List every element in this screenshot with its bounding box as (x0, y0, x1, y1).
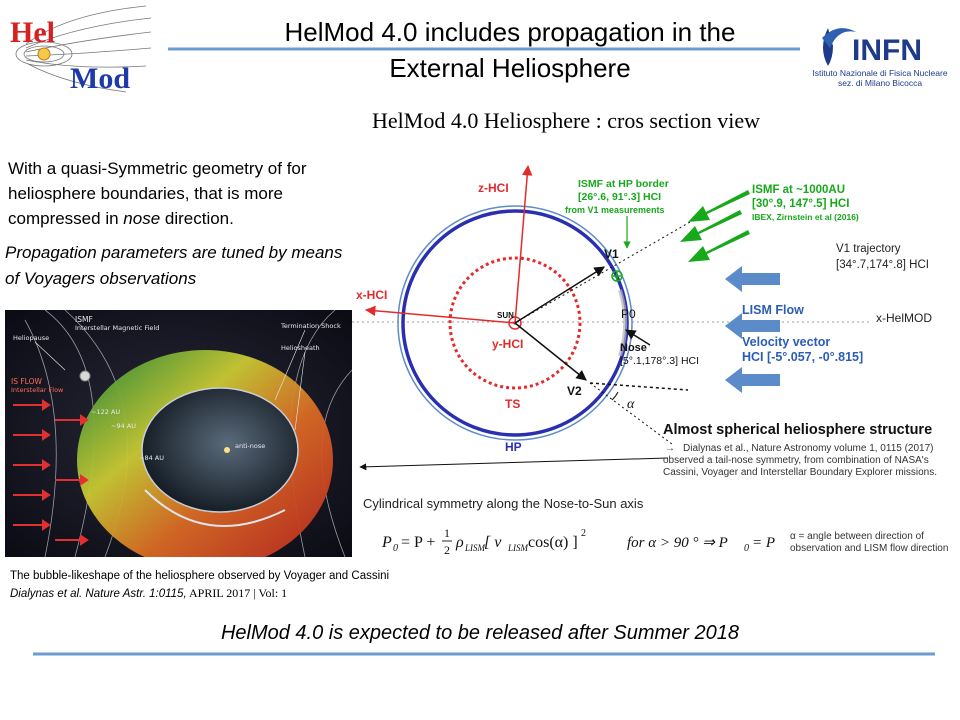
label-v1: V1 (604, 247, 619, 261)
release-note: HelMod 4.0 is expected to be released after Summer 2018 (220, 622, 740, 644)
formula-eq: = P + (401, 534, 436, 551)
logo-mod-text: Mod (70, 62, 130, 95)
label-z-hci: z-HCI (478, 181, 509, 195)
formula-lhs-sub: 0 (393, 543, 398, 554)
infn-line-2: sez. di Milano Bicocca (837, 78, 923, 88)
image-caption-line-1: The bubble-likeshape of the heliosphere observed by Voyager and Cassini (10, 570, 390, 582)
label-x-hci: x-HCI (356, 288, 388, 302)
formula-rho-sub: LISM (465, 543, 485, 553)
title-line-2: External Heliosphere (389, 53, 631, 83)
formula-lhs: P (382, 534, 392, 551)
x-hci-axis (366, 310, 515, 323)
label-x-helmod: x-HelMOD (876, 311, 932, 325)
infn-name: INFN (852, 34, 922, 67)
v2-trajectory-arrow (515, 323, 586, 380)
label-nose-coords: [5°.1,178°.3] HCI (620, 355, 700, 367)
ref-line-3: Cassini, Voyager and Interstellar Boundary Explorer missions. (663, 467, 938, 478)
z-hci-axis (515, 166, 528, 323)
alpha-ray (590, 383, 672, 444)
formula-square: 2 (581, 528, 586, 539)
label-v2: V2 (567, 384, 582, 398)
ismf-1000-line-1: ISMF at ~1000AU (752, 184, 845, 196)
title-line-1: HelMod 4.0 includes propagation in the (284, 17, 736, 47)
formula-cos: cos(α) ] (528, 534, 578, 551)
intro-part-nose: nose (123, 209, 161, 228)
label-84au: ~84 AU (139, 454, 164, 462)
caption-date: APRIL 2017 | Vol: 1 (186, 586, 288, 600)
label-alpha: α (627, 397, 635, 412)
label-is-flow-sub: Interstellar Flow (11, 386, 64, 394)
label-anti-nose: anti-nose (235, 442, 266, 450)
v1-trajectory-dotted (515, 222, 690, 323)
formula-rho: ρ (456, 534, 464, 551)
alpha-note-line-1: α = angle between direction of (790, 531, 924, 542)
label-termination-shock: Termination Shock (281, 322, 341, 330)
v1-traj-line-2: [34°.7,174°.8] HCI (836, 259, 929, 271)
formula-cond-sub: 0 (744, 543, 749, 554)
caption-citation: Dialynas et al. Nature Astr. 1:0115, (10, 588, 187, 600)
symmetry-arrow (360, 458, 668, 467)
ismf-hp-line-1: ISMF at HP border (578, 178, 669, 190)
ref-line-1: Dialynas et al., Nature Astronomy volume 1, 0115 (2017) (683, 443, 934, 454)
ismf-1000-line-2: [30°.9, 147°.5] HCI (752, 198, 850, 210)
label-122au: ~122 AU (91, 408, 121, 416)
intro-part-3: direction. (160, 209, 234, 228)
label-heliopause: Heliopause (13, 334, 50, 342)
v1-traj-line-1: V1 trajectory (836, 243, 901, 255)
pressure-formula (381, 526, 775, 557)
formula-cond-end: = P (752, 535, 776, 551)
label-ismf: ISMF (75, 315, 93, 324)
label-sun: SUN (497, 311, 514, 320)
ismf-hp-line-3: from V1 measurements (565, 205, 665, 215)
ismf-1000-arrows (680, 190, 750, 262)
formula-bracket: [ v (484, 534, 502, 551)
params-text: Propagation parameters are tuned by means of Voyagers observations (5, 243, 343, 288)
label-94au: ~94 AU (111, 422, 136, 430)
ref-arrow: → (665, 443, 675, 454)
logo-hel-text: Hel (10, 16, 55, 49)
label-hp: HP (505, 440, 522, 454)
ref-line-2: observed a tail-nose symmetry, from combination of NASA's (663, 455, 929, 466)
label-p0: P0 (621, 307, 636, 321)
label-ismf-sub: Interstellar Magnetic Field (75, 324, 160, 332)
cylindrical-symmetry-text: Cylindrical symmetry along the Nose-to-Sun axis (363, 496, 644, 511)
label-nose: Nose (620, 342, 647, 354)
label-is-flow: IS FLOW (11, 377, 42, 386)
formula-half-den: 2 (444, 543, 450, 557)
label-heliosheath: Heliosheath (281, 344, 320, 352)
label-lism-flow: LISM Flow (742, 303, 804, 317)
lism-flow-arrows (725, 266, 780, 393)
intro-part-1: With a quasi-Symmetric geometry of for heliosphere boundaries, that is more compressed in (8, 159, 307, 228)
formula-half-num: 1 (444, 526, 450, 540)
velocity-line-1: Velocity vector (742, 335, 831, 349)
alpha-arc (612, 392, 618, 400)
velocity-line-2: HCI [-5°.057, -0°.815] (742, 350, 864, 364)
ibex-ref: IBEX, Zirnstein et al (2016) (752, 212, 859, 222)
infn-line-1: Istituto Nazionale di Fisica Nucleare (812, 68, 948, 78)
formula-condition: for α > 90 ° ⇒ P (627, 535, 728, 551)
formula-v-sub: LISM (508, 543, 528, 553)
ismf-hp-line-2: [26°.6, 91°.3] HCI (578, 191, 662, 203)
label-y-hci: y-HCI (492, 337, 524, 351)
diagram-subtitle: HelMod 4.0 Heliosphere : cros section view (372, 108, 760, 133)
label-ts: TS (505, 397, 521, 411)
alpha-note-line-2: observation and LISM flow direction (790, 543, 949, 554)
structure-title: Almost spherical heliosphere structure (663, 422, 933, 438)
